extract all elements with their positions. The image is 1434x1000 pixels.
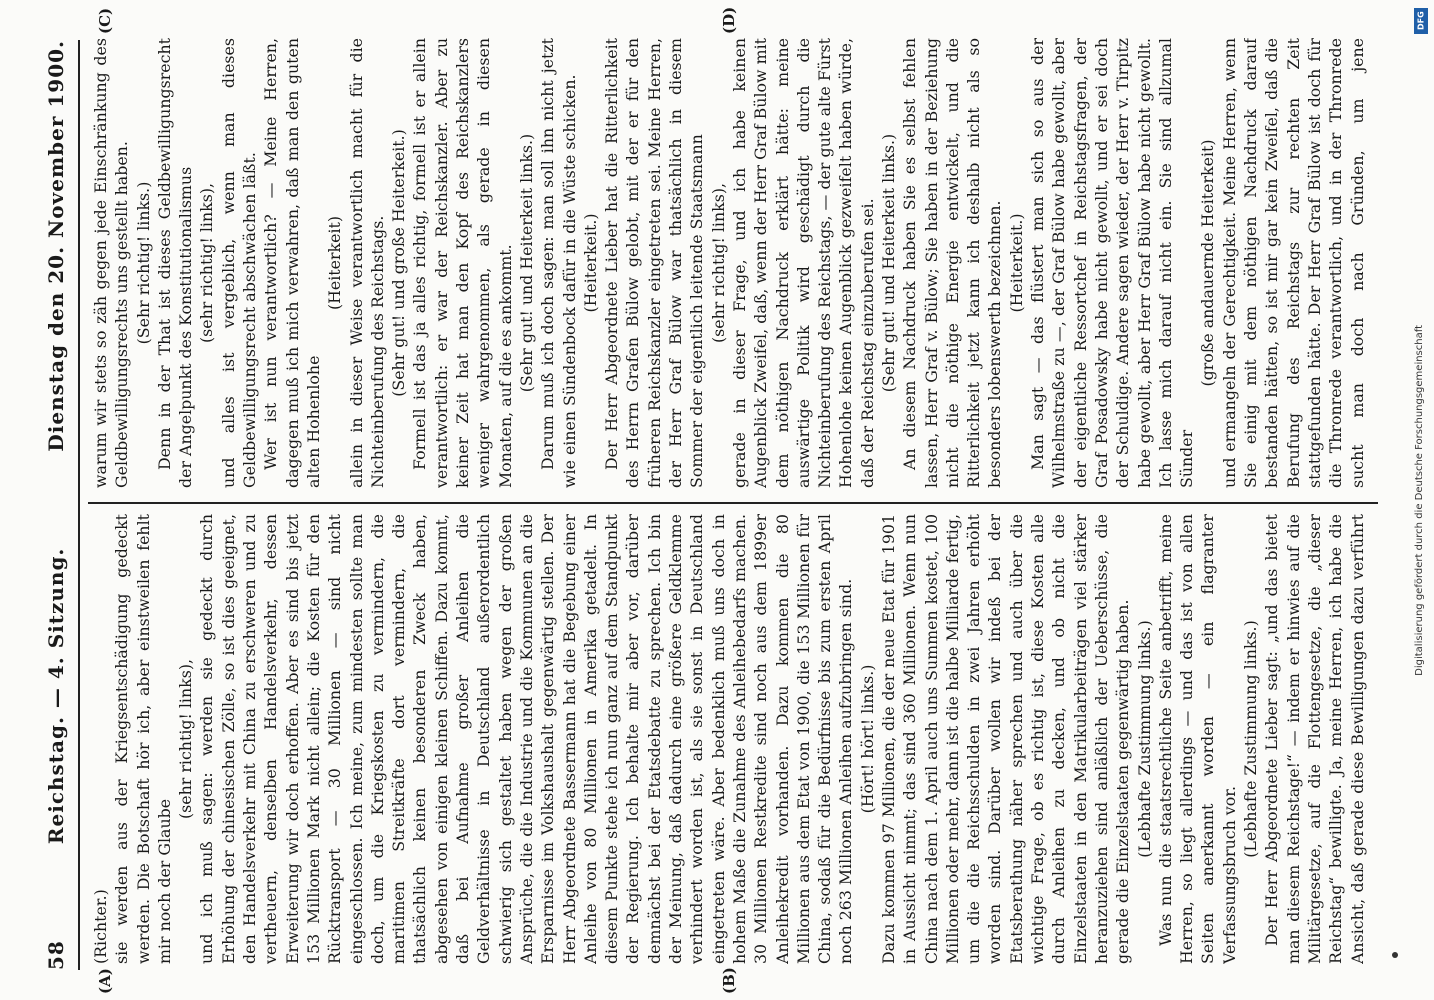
paragraph: Formell ist das ja alles richtig, formell ist er allein verantwortlich: er war der Reichskanzler. Aber zu keiner Zeit hat man den Kopf des Reichskanzlers weniger wahrgenommen, als gerade in diesen Monaten, auf die es ankommt. [410,38,515,488]
interjection: (Hört! hört! links.) [857,664,877,814]
column-divider [88,502,1378,504]
digitization-note: Digitalisierung gefördert durch die Deutsche Forschungsgemeinschaft [1413,324,1425,676]
paragraph: Dazu kommen 97 Millionen, die der neue Etat für 1901 in Aussicht nimmt; das sind 360 Millionen. Wenn nun China nach dem 1. April auch uns Summen kostet, 100 Millionen oder mehr, dann ist die halbe Milliarde fertig, um die die Reichsschulden in zwei Jahren erhöht worden sind. Darüber wollen wir indeß bei der Etatsberathung näher sprechen und auch über die wichtige Frage, ob es richtig ist, diese Kosten alle durch Anleihen zu decken, und ob nicht die Einzelstaaten in den Matrikularbeiträgen viel stärker heranzuziehen sind anläßlich der Ueberschüsse, die gerade die Einzelstaaten gegenwärtig haben. [878,514,1133,964]
interjection: (Sehr gut! und Heiterkeit links.) [878,133,898,393]
interjection: (große andauernde Heiterkeit) [1198,139,1218,387]
scan-speck [1392,952,1398,958]
page-header [40,40,72,970]
paragraph: sie werden aus der Kriegsentschädigung gedeckt werden. Die Botschaft hör ich, aber einstweilen fehlt mir noch der Glaube [112,514,174,964]
interjection: (Lebhafte Zustimmung links.) [1241,620,1261,858]
paragraph: und ermangeln der Gerechtigkeit. Meine Herren, wenn Sie einig mit dem nöthigen Nachdruck darauf bestanden hätten, so ist mir gar kein Zweifel, daß die Berufung des Reichstags zur rechten Zeit stattgefunden hätte. Der Herr Graf Bülow ist doch für die Thronrede verantwortlich, und in der Thronrede sucht man doch nach Gründen, um jene [1219,38,1367,488]
interjection: (Sehr richtig! links.) [133,181,153,345]
paragraph: und alles ist vergeblich, wenn man dieses Geldbewilligungsrecht abschwächen läßt. [218,38,260,488]
interjection: (Heiterkeit.) [1006,213,1026,313]
paragraph: Darum muß ich doch sagen: man soll ihn nicht jetzt wie einen Sündenbock dafür in die Wüste schicken. [538,38,579,488]
paragraph: und ich muß sagen: werden sie gedeckt durch Erhöhung der chinesischen Zölle, so ist dies geeignet, den Handelsverkehr mit China zu erschweren und zu vertheuern, denselben Handelsverkehr, dessen Erweiterung wir doch erhoffen. Aber es sind bis jetzt 153 Millionen Mark nicht allein; die Kosten für den Rücktransport — 30 Millionen — sind nicht eingeschlossen. Ich meine, zum mindesten sollte man doch, um die Kriegskosten zu vermindern, die maritimen Streitkräfte dort vermindern, die thatsächlich keinen besonderen Zweck haben, abgesehen von einigen kleinen Schiffen. Dazu kommt, daß bei Aufnahme großer Anleihen die Geldverhältnisse in Deutschland außerordentlich schwierig sich gestaltet haben wegen der großen Ansprüche, die die Industrie und die Kommunen an die Ersparnisse im Volkshaushalt gegenwärtig stellen. Der Herr Abgeordnete Bassermann hat die Begebung einer Anleihe von 80 Millionen in Amerika getadelt. In diesem Punkte stehe ich nun ganz auf dem Standpunkt der Regierung. Ich behalte mir aber vor, darüber demnächst bei der Etatsdebatte zu sprechen. Ich bin der Meinung, daß dadurch eine größere Geldklemme verhindert worden ist, als sie sonst in Deutschland eingetreten wäre. Aber bedenklich muß uns doch in hohem Maße die Zunahme des Anleihebedarfs machen. 30 Millionen Restkredite sind noch aus dem 1899er Anleihekredit vorhanden. Dazu kommen die 80 Millionen aus dem Etat von 1900, die 153 Millionen für China, sodaß für die Bedürfnisse bis zum ersten April noch 263 Millionen Anleihen aufzubringen sind. [197,514,856,964]
header-right-title: Dienstag den 20. November 1900. [44,40,68,452]
page-number: 58 [44,940,68,970]
header-rule [78,40,80,970]
interjection: (sehr richtig! links), [176,659,196,820]
paragraph: Der Herr Abgeordnete Lieber hat die Ritterlichkeit des Herrn Grafen Bülow gelobt, mit der er für den früheren Reichskanzler eingetreten sei. Meine Herren, der Herr Graf Bülow war thatsächlich in diesem Sommer der eigentlich leitende Staatsmann [602,38,707,488]
interjection: (Heiterkeit) [325,215,345,311]
paragraph: (Richter.) [91,889,110,964]
paragraph: Was nun die staatsrechtliche Seite anbetrifft, meine Herren, so liegt allerdings — und das ist von allen Seiten anerkannt worden — ein flagranter Verfassungsbruch vor. [1155,514,1239,964]
marker-d: (D) [720,6,738,34]
paragraph: Der Herr Abgeordnete Lieber sagt: „und das bietet man diesem Reichstage!“ — indem er hinwies auf die Militärgesetze, auf die Flottengesetze, die „dieser Reichstag“ bewilligte. Ja, meine Herren, ich habe die Ansicht, daß gerade diese Bewilligungen dazu verführt [1262,514,1367,964]
paragraph: Wer ist nun verantwortlich? — Meine Herren, dagegen muß ich mich verwahren, daß man den guten alten Hohenlohe [261,38,323,488]
paragraph: Denn in der That ist dieses Geldbewilligungsrecht der Angelpunkt des Konstitutionalismus [154,38,196,488]
paragraph: gerade in dieser Frage, und ich habe keinen Augenblick Zweifel, daß, wenn der Herr Graf Bülow mit dem nöthigen Nachdruck erklärt hätte: meine auswärtige Politik wird geschädigt durch die Nichteinberufung des Reichstags, — der gute alte Fürst Hohenlohe keinen Augenblick gezweifelt haben würde, daß der Reichstag einzuberufen sei. [729,38,877,488]
interjection: (Heiterkeit.) [580,213,600,313]
paragraph: An diesem Nachdruck haben Sie es selbst fehlen lassen, Herr Graf v. Bülow; Sie haben in der Beziehung nicht die nöthige Energie entwickelt, und die Ritterlichkeit jetzt kann ich deshalb nicht als so besonders lobenswerth bezeichnen. [900,38,1005,488]
header-left-title: Reichstag. — 4. Sitzung. [44,547,68,845]
interjection: (Lebhafte Zustimmung links.) [1134,620,1154,858]
left-text-column [90,514,1370,964]
right-text-column [90,38,1370,488]
interjection: (Sehr gut! und Heiterkeit links.) [516,133,536,393]
interjection: (Sehr gut! und große Heiterkeit.) [389,129,409,397]
marker-c: (C) [96,7,114,34]
interjection: (sehr richtig! links), [708,183,728,344]
marker-b: (B) [720,967,738,994]
paragraph: Man sagt — das flüstert man sich so aus der Wilhelmstraße zu —, der Graf Bülow habe gewollt, aber der eigentliche Ressortchef in Reichstagsfragen, der Graf Posadowsky habe nicht gewollt, und er sei doch der Schuldige. Andere sagen wieder, der Herr v. Tirpitz habe gewollt, aber Herr Graf Bülow habe nicht gewollt. Ich lasse mich darauf nicht ein. Sie sind allzumal Sünder [1028,38,1197,488]
dfg-logo: DFG [1414,8,1428,34]
paragraph: warum wir stets so zäh gegen jede Einschränkung des Geldbewilligungsrechts uns gestellt haben. [91,38,132,488]
paragraph: allein in dieser Weise verantwortlich macht für die Nichteinberufung des Reichstags. [346,38,387,488]
interjection: (sehr richtig! links), [197,183,217,344]
marker-a: (A) [96,968,114,994]
